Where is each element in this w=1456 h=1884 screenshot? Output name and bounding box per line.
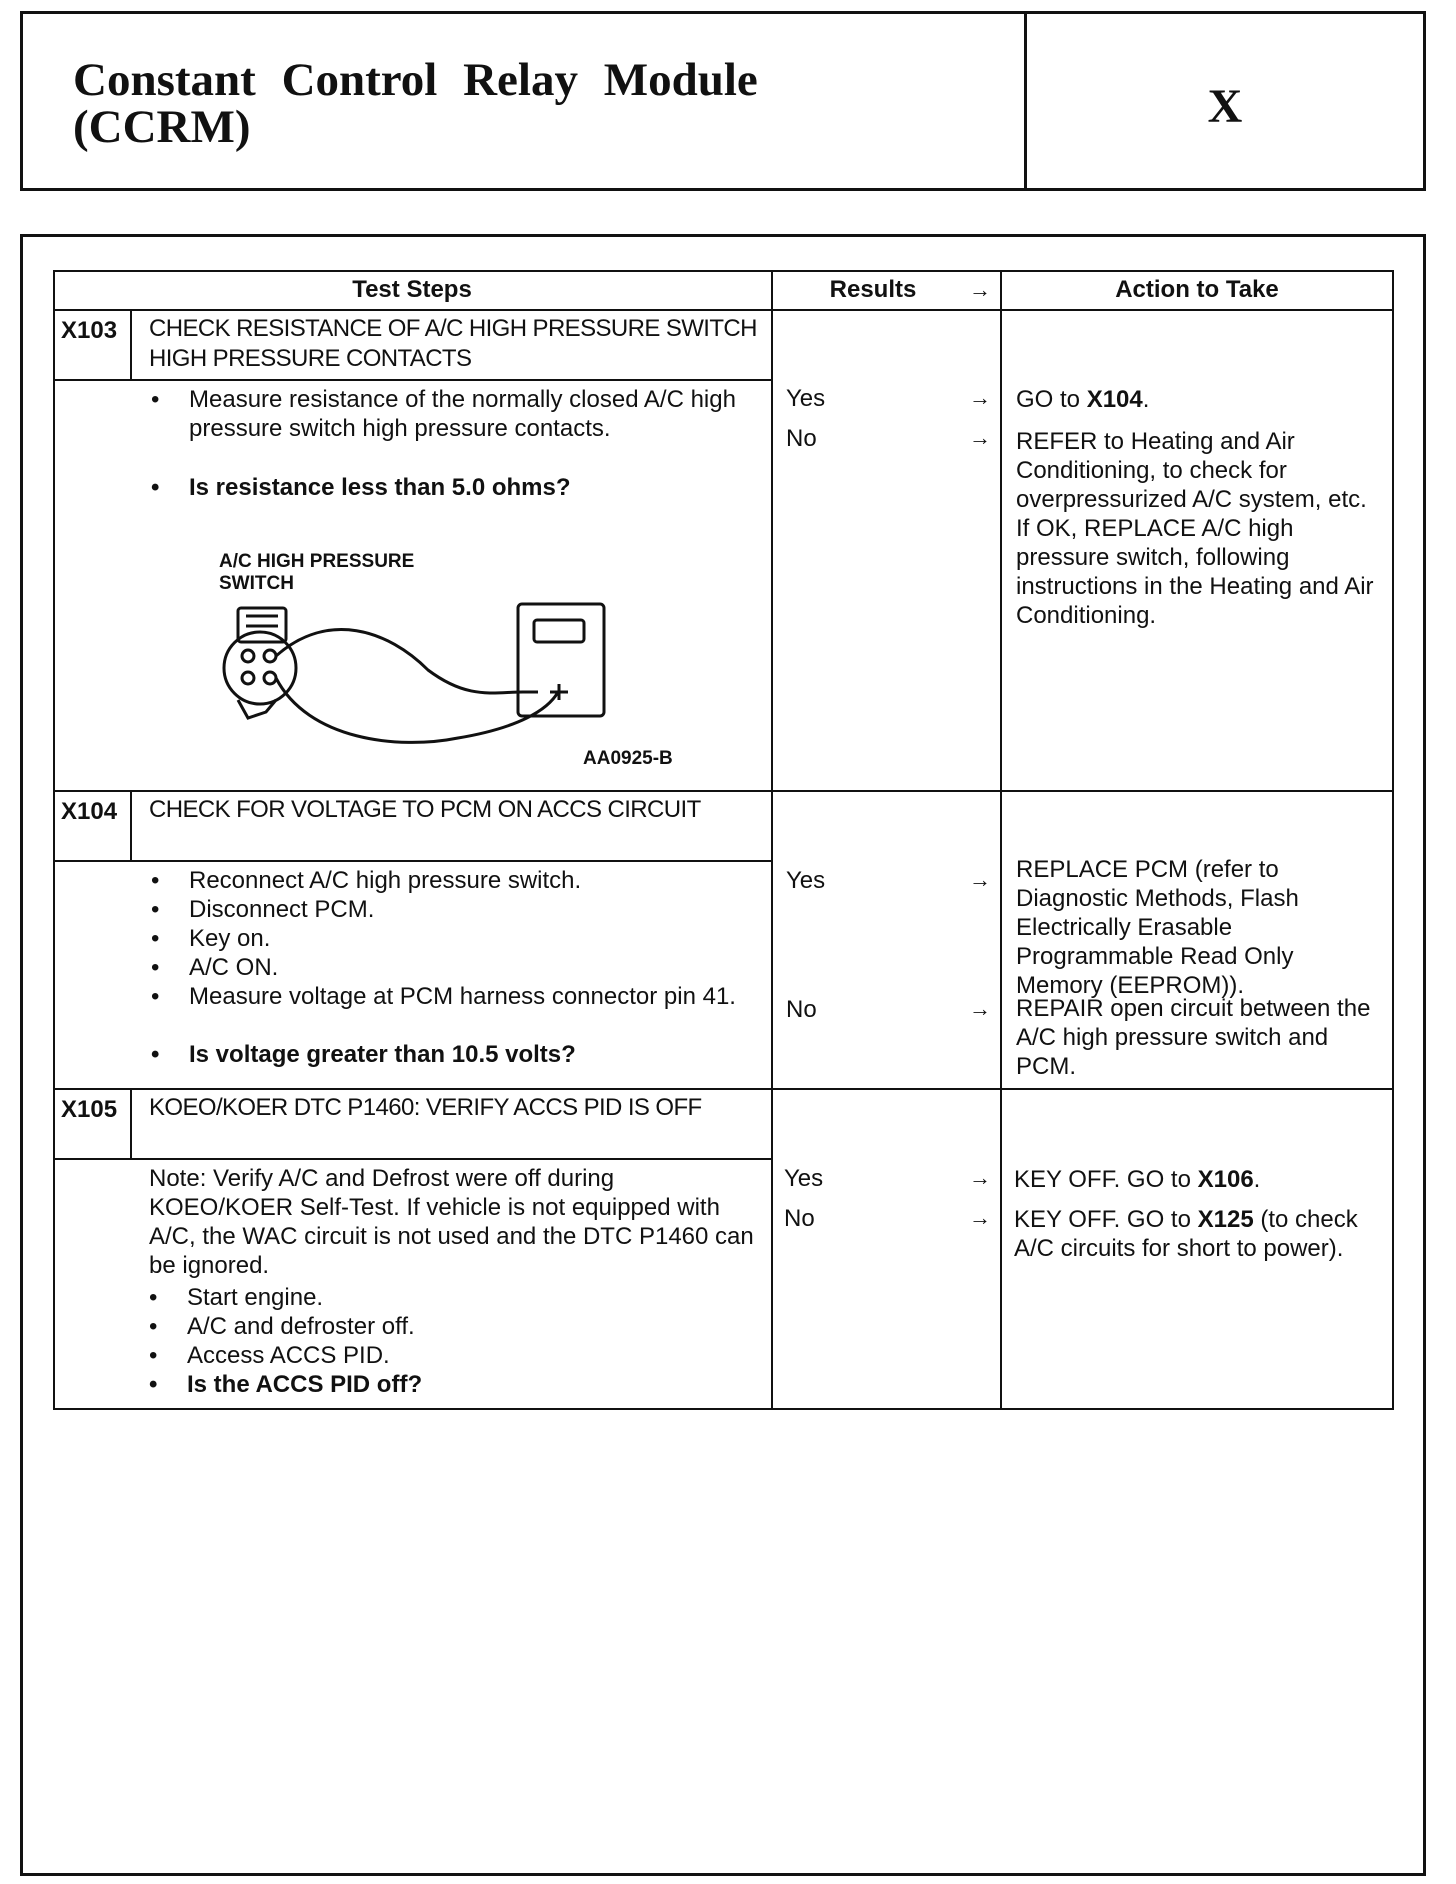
title-line-2: (CCRM) xyxy=(73,101,251,153)
step-title-x105: KOEO/KOER DTC P1460: VERIFY ACCS PID IS OFF xyxy=(149,1094,702,1121)
table-border-left xyxy=(53,270,55,1410)
table-border-right xyxy=(1392,270,1394,1410)
row-divider-x105 xyxy=(53,1088,1394,1090)
id-cell-divider-x105 xyxy=(130,1089,132,1159)
section-letter: X xyxy=(1207,79,1243,133)
x104-bullet-3: • Key on. xyxy=(189,924,754,953)
header-results: Results xyxy=(829,276,917,303)
step-id-x103: X103 xyxy=(61,317,118,344)
step-id-x105: X105 xyxy=(61,1096,118,1123)
x105-action-no-suffix: (to check A/C circuits for short to power). xyxy=(1014,1206,1358,1262)
x105-action-no xyxy=(1014,1205,1382,1263)
x104-action-yes: REPLACE PCM (refer to Diagnostic Methods, Flash Electrically Erasable Programmable Read Only Memory (EEPROM)). xyxy=(1016,856,1299,999)
page-header xyxy=(20,11,1426,191)
header-results-arrow: → xyxy=(969,277,991,302)
meter-lead-wires xyxy=(276,630,568,743)
x104-result-no: No xyxy=(786,996,817,1023)
step-id-x104: X104 xyxy=(61,798,118,825)
x104-question: • Is voltage greater than 10.5 volts? xyxy=(189,1040,754,1069)
figure-code: AA0925-B xyxy=(583,748,673,769)
x103-action-yes-suffix: . xyxy=(1142,386,1150,413)
page-title xyxy=(73,54,758,153)
x103-yes-arrow: → xyxy=(969,385,991,410)
x105-action-yes-target: X106 xyxy=(1197,1166,1254,1193)
x105-no-arrow: → xyxy=(969,1205,991,1230)
diagnostic-table xyxy=(53,270,1394,1410)
x104-bullet-4: • A/C ON. xyxy=(189,953,754,982)
x103-action-no: REFER to Heating and Air Conditioning, to check for overpressurized A/C system, etc. If OK, REPLACE A/C high pressure switch, following instructions in the Heating and Air Conditioning. xyxy=(1016,428,1374,629)
x103-bullet-1: • Measure resistance of the normally closed A/C high pressure switch high pressure contacts. xyxy=(189,385,754,443)
x103-action-yes-target: X104 xyxy=(1086,386,1143,413)
x105-action-no-prefix: KEY OFF. GO to xyxy=(1014,1206,1198,1233)
title-underline-x103 xyxy=(53,379,773,381)
header-action: Action to Take xyxy=(1115,276,1279,303)
x105-result-yes: Yes xyxy=(784,1165,824,1192)
x105-action-yes-suffix: . xyxy=(1253,1166,1261,1193)
x105-result-no: No xyxy=(784,1205,815,1232)
multimeter-drawing xyxy=(518,604,604,716)
pressure-switch-diagram xyxy=(218,600,638,760)
x104-yes-arrow: → xyxy=(969,867,991,892)
x105-bullet-2: • A/C and defroster off. xyxy=(187,1312,752,1341)
x104-bullet-5: • Measure voltage at PCM harness connector pin 41. xyxy=(189,982,754,1011)
step-title-x104: CHECK FOR VOLTAGE TO PCM ON ACCS CIRCUIT xyxy=(149,796,701,823)
row-divider-x104 xyxy=(53,790,1394,792)
x105-note: Note: Verify A/C and Defrost were off during KOEO/KOER Self-Test. If vehicle is not equipped with A/C, the WAC circuit is not used and the DTC P1460 can be ignored. xyxy=(149,1165,754,1279)
pressure-switch-drawing xyxy=(224,608,296,718)
x104-no-arrow: → xyxy=(969,996,991,1021)
table-border-bottom xyxy=(53,1408,1394,1410)
x103-question: • Is resistance less than 5.0 ohms? xyxy=(189,473,754,502)
step-title-x103: CHECK RESISTANCE OF A/C HIGH PRESSURE SWITCH HIGH PRESSURE CONTACTS xyxy=(149,315,757,372)
x105-action-yes xyxy=(1014,1165,1382,1194)
x103-action-yes-prefix: GO to xyxy=(1016,386,1087,413)
title-line-1: Constant Control Relay Module xyxy=(73,54,758,106)
x103-result-no: No xyxy=(786,425,817,452)
id-cell-divider-x103 xyxy=(130,310,132,380)
x105-question: • Is the ACCS PID off? xyxy=(187,1370,752,1399)
column-divider-action xyxy=(1000,270,1002,1410)
x104-result-yes: Yes xyxy=(786,867,826,894)
header-test-steps: Test Steps xyxy=(352,276,472,303)
x105-bullet-3: • Access ACCS PID. xyxy=(187,1341,752,1370)
x103-no-arrow: → xyxy=(969,425,991,450)
x103-action-yes xyxy=(1016,385,1381,414)
title-underline-x104 xyxy=(53,860,773,862)
diagram-label: A/C HIGH PRESSURE SWITCH xyxy=(219,551,415,594)
x104-action-no: REPAIR open circuit between the A/C high pressure switch and PCM. xyxy=(1016,995,1371,1080)
x103-result-yes: Yes xyxy=(786,385,826,412)
id-cell-divider-x104 xyxy=(130,791,132,861)
column-divider-results xyxy=(771,270,773,1410)
x104-bullet-2: • Disconnect PCM. xyxy=(189,895,754,924)
title-underline-x105 xyxy=(53,1158,773,1160)
x105-yes-arrow: → xyxy=(969,1165,991,1190)
x105-bullet-1: • Start engine. xyxy=(187,1283,752,1312)
x105-action-no-target: X125 xyxy=(1197,1206,1254,1233)
x105-action-yes-prefix: KEY OFF. GO to xyxy=(1014,1166,1198,1193)
x104-bullet-1: • Reconnect A/C high pressure switch. xyxy=(189,866,754,895)
